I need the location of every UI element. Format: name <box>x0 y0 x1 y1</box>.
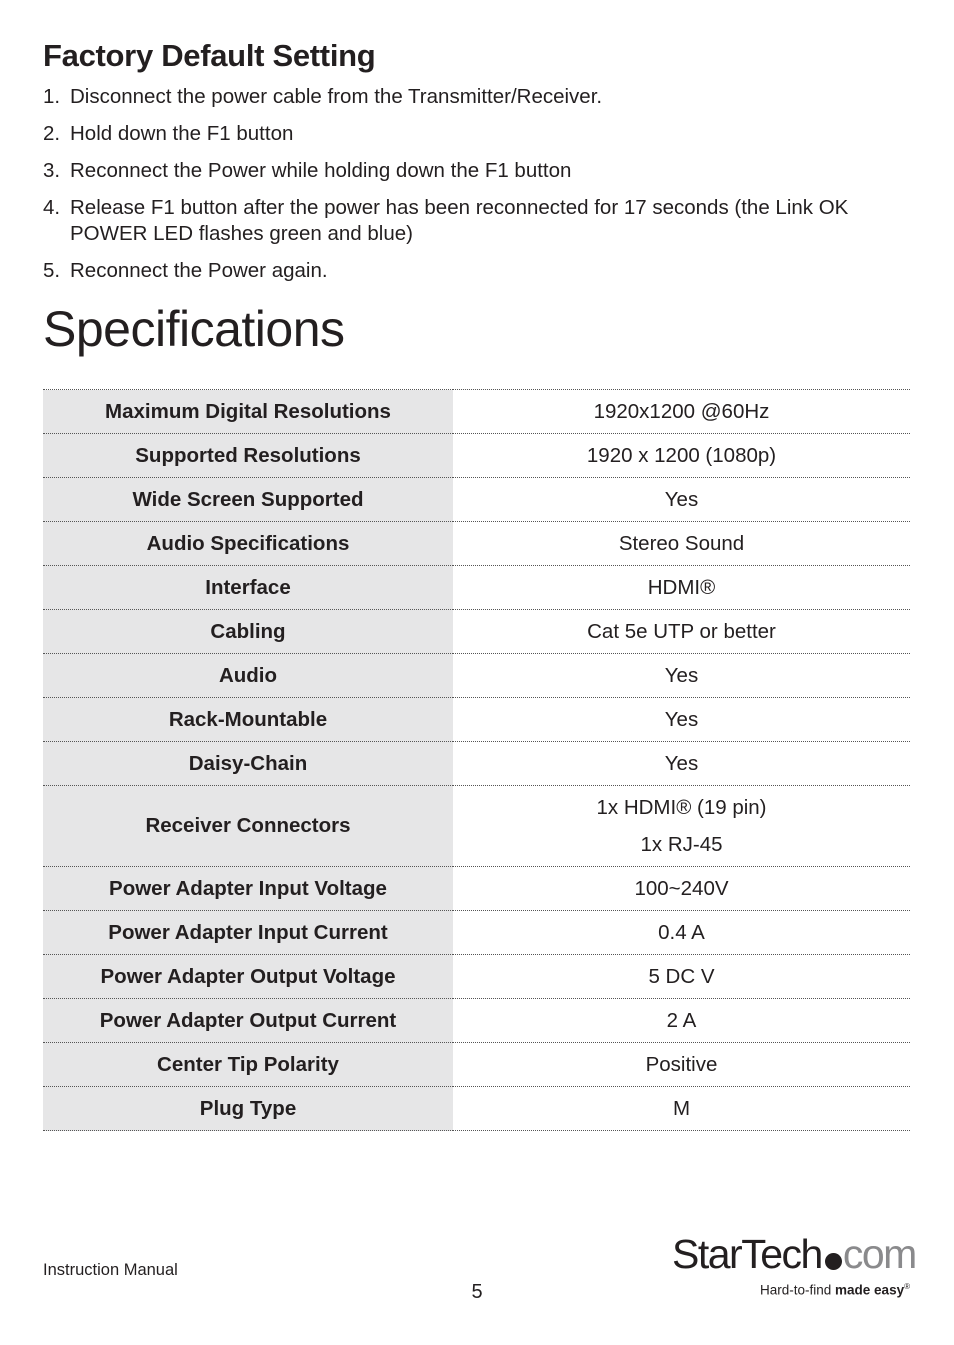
spec-row <box>43 911 910 955</box>
spec-value: 1x HDMI® (19 pin) <box>596 796 767 819</box>
logo-tagline-plain: Hard-to-find <box>760 1282 836 1298</box>
spec-label: Cabling <box>43 610 453 654</box>
logo-tagline <box>760 1282 910 1298</box>
spec-value-cell <box>453 698 910 742</box>
factory-step-text: Reconnect the Power again. <box>70 259 328 282</box>
spec-value: Yes <box>664 488 699 511</box>
spec-value: Cat 5e UTP or better <box>587 620 776 643</box>
spec-row <box>43 742 910 786</box>
spec-row <box>43 522 910 566</box>
spec-label: Daisy-Chain <box>43 742 453 786</box>
spec-value-cell <box>453 654 910 698</box>
specifications-table <box>43 389 910 1131</box>
factory-step <box>43 121 910 147</box>
factory-step-text: Disconnect the power cable from the Transmitter/Receiver. <box>70 85 603 108</box>
spec-value-cell <box>453 742 910 786</box>
spec-label: Audio <box>43 654 453 698</box>
spec-label: Plug Type <box>43 1087 453 1131</box>
spec-row <box>43 434 910 478</box>
spec-value-cell <box>453 522 910 566</box>
spec-value-cell <box>453 1043 910 1087</box>
logo-tagline-mark: ® <box>904 1282 910 1291</box>
spec-value-cell <box>453 610 910 654</box>
spec-value-cell <box>453 478 910 522</box>
spec-value: 100~240V <box>634 877 729 900</box>
footer-manual-label: Instruction Manual <box>43 1261 178 1279</box>
spec-value-cell <box>453 999 910 1043</box>
spec-label: Rack-Mountable <box>43 698 453 742</box>
spec-row <box>43 390 910 434</box>
spec-value: 1920x1200 @60Hz <box>593 400 770 423</box>
spec-value-cell <box>453 867 910 911</box>
factory-step-number: 3. <box>43 159 61 182</box>
spec-label: Power Adapter Output Current <box>43 999 453 1043</box>
spec-value-cell <box>453 390 910 434</box>
specifications-heading: Specifications <box>43 301 345 357</box>
spec-label: Wide Screen Supported <box>43 478 453 522</box>
factory-step <box>43 158 910 184</box>
spec-label: Center Tip Polarity <box>43 1043 453 1087</box>
spec-row <box>43 654 910 698</box>
specifications-table-body <box>43 390 910 1131</box>
logo-brand-suffix: com <box>842 1231 916 1277</box>
factory-step <box>43 195 910 247</box>
factory-step <box>43 258 910 284</box>
spec-value-cell <box>453 786 910 867</box>
spec-value: 0.4 A <box>658 921 705 944</box>
spec-row <box>43 867 910 911</box>
spec-label: Power Adapter Input Voltage <box>43 867 453 911</box>
factory-default-heading: Factory Default Setting <box>43 38 376 73</box>
spec-label: Interface <box>43 566 453 610</box>
spec-value-cell <box>453 911 910 955</box>
spec-value: 5 DC V <box>648 965 715 988</box>
factory-step-text: Reconnect the Power while holding down the F1 button <box>70 159 572 182</box>
startech-logo <box>672 1230 916 1305</box>
spec-label: Power Adapter Input Current <box>43 911 453 955</box>
factory-step-number: 5. <box>43 259 61 282</box>
factory-step-text: Release F1 button after the power has been reconnected for 17 seconds (the Link OK POWER LED flashes green and blue) <box>70 196 849 245</box>
spec-row <box>43 566 910 610</box>
factory-step-text: Hold down the F1 button <box>70 122 294 145</box>
spec-value: 1x RJ-45 <box>640 833 723 856</box>
spec-value: Positive <box>645 1053 718 1076</box>
spec-row <box>43 955 910 999</box>
factory-step-number: 1. <box>43 85 61 108</box>
spec-row <box>43 1087 910 1131</box>
spec-row <box>43 1043 910 1087</box>
spec-label: Maximum Digital Resolutions <box>43 390 453 434</box>
spec-value: M <box>672 1097 691 1120</box>
spec-value-cell <box>453 434 910 478</box>
spec-row <box>43 610 910 654</box>
factory-steps-list <box>43 84 910 295</box>
spec-value: 1920 x 1200 (1080p) <box>586 444 777 467</box>
spec-value: HDMI® <box>647 576 716 599</box>
logo-wordmark <box>672 1230 916 1278</box>
spec-row <box>43 786 910 867</box>
logo-tagline-bold: made easy <box>835 1282 905 1298</box>
spec-value: Yes <box>664 708 699 731</box>
spec-label: Supported Resolutions <box>43 434 453 478</box>
spec-row <box>43 999 910 1043</box>
spec-value-cell <box>453 955 910 999</box>
spec-row <box>43 698 910 742</box>
spec-label: Power Adapter Output Voltage <box>43 955 453 999</box>
page-number: 5 <box>471 1281 483 1303</box>
spec-value: 2 A <box>666 1009 697 1032</box>
logo-dot-icon <box>825 1253 842 1270</box>
spec-value-cell <box>453 566 910 610</box>
spec-label: Audio Specifications <box>43 522 453 566</box>
factory-step <box>43 84 910 110</box>
spec-value: Stereo Sound <box>618 532 745 555</box>
logo-brand-main: StarTech <box>672 1231 822 1277</box>
factory-step-number: 2. <box>43 122 61 145</box>
spec-row <box>43 478 910 522</box>
spec-value-cell <box>453 1087 910 1131</box>
spec-value: Yes <box>664 752 699 775</box>
spec-value: Yes <box>664 664 699 687</box>
factory-step-number: 4. <box>43 196 61 219</box>
spec-label: Receiver Connectors <box>43 786 453 867</box>
